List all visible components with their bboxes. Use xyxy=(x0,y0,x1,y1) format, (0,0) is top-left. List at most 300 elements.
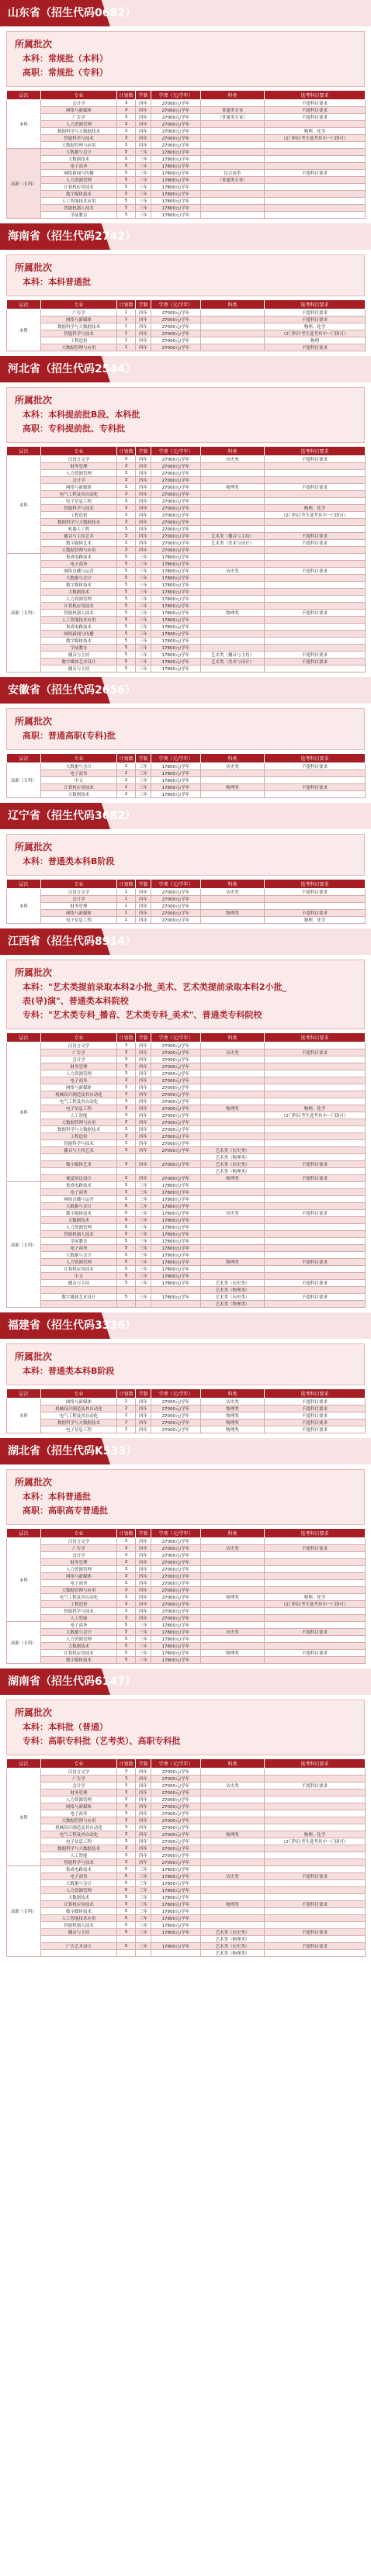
column-header: 科类 xyxy=(201,300,265,309)
table-cell: 5 xyxy=(117,638,136,645)
column-header: 层次 xyxy=(7,754,41,763)
table-cell: 5 xyxy=(117,1943,136,1950)
table-row xyxy=(7,1573,366,1580)
table-header-row xyxy=(7,1529,366,1538)
table-cell xyxy=(201,1915,265,1922)
table-cell: 四年 xyxy=(136,1119,151,1126)
table-row xyxy=(7,533,366,540)
table-cell: 不提科目要求 xyxy=(265,1412,366,1419)
table-cell xyxy=(201,1266,265,1273)
table-row xyxy=(7,1140,366,1147)
table-cell: 5 xyxy=(117,1273,136,1280)
table-cell: 四年 xyxy=(136,1810,151,1817)
table-cell: 四年 xyxy=(136,1573,151,1580)
column-header: 选考科目要求 xyxy=(265,447,366,456)
table-cell: 17800元/学年 xyxy=(151,1196,201,1203)
table-cell xyxy=(136,1936,151,1943)
table-cell: 三年 xyxy=(136,1245,151,1252)
table-cell: 2 xyxy=(117,777,136,784)
province-header xyxy=(0,223,371,250)
table-cell: 17800元/学年 xyxy=(151,770,201,777)
plan-table xyxy=(6,753,366,798)
table-cell xyxy=(201,1817,265,1824)
table-cell xyxy=(201,163,265,170)
table-cell: 不提科目要求 xyxy=(265,100,366,107)
table-cell: 27000元/学年 xyxy=(151,1810,201,1817)
table-cell xyxy=(201,142,265,149)
table-cell: 27000元/学年 xyxy=(151,1140,201,1147)
table-row xyxy=(7,1077,366,1084)
batch-info-box xyxy=(6,254,365,296)
table-row xyxy=(7,540,366,547)
table-cell: 5 xyxy=(117,1894,136,1901)
table-cell: 人力资源管理 xyxy=(41,1796,117,1803)
table-cell: 四年 xyxy=(136,337,151,344)
table-cell: 5 xyxy=(117,198,136,205)
table-row xyxy=(7,1650,366,1657)
table-cell: 3 xyxy=(117,1119,136,1126)
table-cell: 3 xyxy=(117,1810,136,1817)
table-cell xyxy=(265,156,366,163)
table-cell xyxy=(201,1887,265,1894)
table-cell: 不提科目要求 xyxy=(265,344,366,351)
table-cell xyxy=(201,1238,265,1245)
table-cell: 人力资源管理 xyxy=(41,1259,117,1266)
table-cell: 27000元/学年 xyxy=(151,512,201,519)
table-cell: 17800元/学年 xyxy=(151,1245,201,1252)
table-cell: 5 xyxy=(117,1873,136,1880)
table-row xyxy=(7,1615,366,1622)
table-cell: 3 xyxy=(117,1126,136,1133)
level-cell: 本科 xyxy=(7,309,41,351)
table-cell xyxy=(201,1776,265,1782)
table-cell: 四年 xyxy=(136,1776,151,1782)
table-cell: 27000元/学年 xyxy=(151,547,201,554)
table-cell: 物理、化学 xyxy=(265,1594,366,1601)
column-header: 科类 xyxy=(201,1033,265,1043)
table-cell: 27000元/学年 xyxy=(151,1559,201,1566)
table-cell: 27000元/学年 xyxy=(151,1796,201,1803)
table-cell: 5 xyxy=(117,1650,136,1657)
column-header: 学制 xyxy=(136,1759,151,1769)
batch-line: 本科：本科批（普通） xyxy=(23,1722,108,1732)
table-cell xyxy=(201,1803,265,1810)
table-row xyxy=(7,1859,366,1866)
table-cell: 四年 xyxy=(136,1559,151,1566)
table-cell: 物理类 xyxy=(201,484,265,491)
province-title: 海南省（招生代码2742） xyxy=(8,230,136,243)
table-cell: 四年 xyxy=(136,1412,151,1419)
table-cell xyxy=(265,149,366,156)
table-cell: 5 xyxy=(117,1294,136,1301)
table-cell: 不提科目要求 xyxy=(265,316,366,323)
table-cell xyxy=(265,1803,366,1810)
batch-heading: 所属批次 xyxy=(15,1477,53,1488)
table-cell: 5 xyxy=(117,1622,136,1629)
table-cell: 三年 xyxy=(136,1238,151,1245)
batch-info-box xyxy=(6,960,365,1029)
table-cell xyxy=(201,1189,265,1196)
table-row xyxy=(7,191,366,198)
table-cell xyxy=(201,575,265,582)
column-header: 科类 xyxy=(201,447,265,456)
table-cell: 27000元/学年 xyxy=(151,1091,201,1098)
table-cell: 5 xyxy=(117,1196,136,1203)
table-cell: 3 xyxy=(117,1615,136,1622)
table-cell: 四年 xyxy=(136,889,151,896)
table-cell xyxy=(201,1056,265,1063)
table-cell: 17800元/学年 xyxy=(151,1866,201,1873)
table-cell xyxy=(265,1140,366,1147)
table-cell: 17800元/学年 xyxy=(151,1203,201,1210)
table-cell xyxy=(41,1154,117,1161)
table-cell xyxy=(265,596,366,603)
table-cell: 27000元/学年 xyxy=(151,505,201,512)
table-cell: 物理类 xyxy=(201,610,265,617)
table-cell: 5 xyxy=(117,1643,136,1650)
table-cell xyxy=(201,205,265,212)
table-cell xyxy=(201,1217,265,1224)
table-cell xyxy=(265,142,366,149)
table-cell: 1 xyxy=(117,896,136,903)
table-cell: 物理类 xyxy=(201,1412,265,1419)
table-cell xyxy=(201,617,265,624)
table-cell: 3 xyxy=(117,1147,136,1154)
table-cell: 大数据管理与应用 xyxy=(41,1817,117,1824)
table-cell xyxy=(201,624,265,631)
table-row xyxy=(7,547,366,554)
table-cell: 播音与主持 xyxy=(41,652,117,659)
table-cell: 网络与新媒体 xyxy=(41,910,117,917)
table-cell: 17800元/学年 xyxy=(151,1643,201,1650)
table-cell: 3 xyxy=(117,1824,136,1831)
table-row xyxy=(7,309,366,316)
table-cell: 网络与新媒体 xyxy=(41,1084,117,1091)
table-cell: 四年 xyxy=(136,1601,151,1608)
table-cell: 数字媒体艺术 xyxy=(41,540,117,547)
plan-table xyxy=(6,1528,366,1664)
table-row xyxy=(7,1789,366,1796)
table-cell: 智能科学与技术 xyxy=(41,330,117,337)
table-cell: 17800元/学年 xyxy=(151,554,201,561)
table-cell: 5 xyxy=(117,596,136,603)
table-row xyxy=(7,1622,366,1629)
table-cell: 三年 xyxy=(136,163,151,170)
table-row xyxy=(7,652,366,659)
table-cell: 1 xyxy=(117,323,136,330)
table-cell xyxy=(201,128,265,135)
table-cell: 17800元/学年 xyxy=(151,1929,201,1936)
table-cell: 17800元/学年 xyxy=(151,1231,201,1238)
column-header: 选考科目要求 xyxy=(265,1759,366,1769)
plan-table xyxy=(6,1388,366,1433)
table-row xyxy=(7,498,366,505)
table-cell: 汉语言文学 xyxy=(41,1769,117,1776)
table-cell: 艺术类（历史类） xyxy=(201,1943,265,1950)
table-row xyxy=(7,1126,366,1133)
batch-line: 本科："艺术类提前录取本科2小批_美术、艺术类提前录取本科2小批_ xyxy=(23,982,287,992)
table-cell xyxy=(201,1273,265,1280)
column-header: 学制 xyxy=(136,1033,151,1043)
table-cell: 不提科目要求 xyxy=(265,1280,366,1287)
table-cell: 历史类 xyxy=(201,889,265,896)
table-cell: 艺术类（美术与设计） xyxy=(201,540,265,547)
column-header: 学费（元/学年） xyxy=(151,300,201,309)
table-cell: 电子商务 xyxy=(41,1189,117,1196)
table-row xyxy=(7,645,366,652)
table-cell: 17800元/学年 xyxy=(151,1657,201,1664)
table-cell: 电气工程及其自动化 xyxy=(41,1594,117,1601)
table-cell: 3 xyxy=(117,547,136,554)
table-cell xyxy=(201,1573,265,1580)
table-row xyxy=(7,1252,366,1259)
table-header-row xyxy=(7,1759,366,1769)
table-cell: 不提科目要求 xyxy=(265,1901,366,1908)
plan-table xyxy=(6,1032,366,1308)
table-cell: 学前教育 xyxy=(41,212,117,219)
batch-heading: 所属批次 xyxy=(15,716,53,727)
table-row xyxy=(7,1594,366,1601)
table-cell xyxy=(201,1866,265,1873)
table-row xyxy=(7,477,366,484)
table-row xyxy=(7,910,366,917)
table-cell: 27000元/学年 xyxy=(151,1845,201,1852)
table-cell: 27000元/学年 xyxy=(151,100,201,107)
table-cell: 物理类 xyxy=(201,1650,265,1657)
table-cell: 3 xyxy=(117,1594,136,1601)
table-cell: 历史类 xyxy=(201,1545,265,1552)
table-row xyxy=(7,1887,366,1894)
table-cell: 物理、化学 xyxy=(265,1105,366,1112)
table-cell: 汉语言文学 xyxy=(41,456,117,463)
table-cell: 5 xyxy=(117,1887,136,1894)
table-row xyxy=(7,1238,366,1245)
table-row xyxy=(7,1399,366,1406)
table-cell: 三年 xyxy=(136,170,151,177)
table-cell: 27000元/学年 xyxy=(151,1580,201,1587)
table-row xyxy=(7,1224,366,1231)
table-cell xyxy=(201,1845,265,1852)
table-cell: 物理类 xyxy=(201,1175,265,1182)
table-cell: 计算机应用技术 xyxy=(41,1266,117,1273)
table-cell xyxy=(265,1287,366,1294)
table-cell: 17800元/学年 xyxy=(151,659,201,666)
table-cell: 艺术类（物理类） xyxy=(201,1301,265,1308)
table-row xyxy=(7,114,366,121)
table-cell: 3 xyxy=(117,1782,136,1789)
table-cell: 27000元/学年 xyxy=(151,121,201,128)
table-cell: 三年 xyxy=(136,1189,151,1196)
table-cell xyxy=(151,1301,201,1308)
batch-line: 本科：常规批（本科） xyxy=(23,54,108,64)
table-row xyxy=(7,1294,366,1301)
table-row xyxy=(7,1266,366,1273)
column-header: 专业 xyxy=(41,300,117,309)
table-row xyxy=(7,1838,366,1845)
table-cell: 播音与主持 xyxy=(41,1929,117,1936)
table-cell: 大数据技术 xyxy=(41,589,117,596)
table-cell: 网络直播与运营 xyxy=(41,1196,117,1203)
table-row xyxy=(7,1922,366,1929)
table-cell: 三年 xyxy=(136,1622,151,1629)
table-row xyxy=(7,142,366,149)
table-cell: 3 xyxy=(117,1789,136,1796)
table-cell: 三年 xyxy=(136,638,151,645)
table-header-row xyxy=(7,447,366,456)
table-row xyxy=(7,561,366,568)
table-cell: 广告学 xyxy=(41,1776,117,1782)
table-row xyxy=(7,1566,366,1573)
table-row xyxy=(7,617,366,624)
level-cell: 本科 xyxy=(7,1538,41,1622)
table-cell xyxy=(201,184,265,191)
level-cell: 高职（专科） xyxy=(7,1182,41,1308)
table-row xyxy=(7,205,366,212)
table-cell xyxy=(265,1887,366,1894)
table-cell xyxy=(265,575,366,582)
table-cell xyxy=(117,1301,136,1308)
table-cell: 四年 xyxy=(136,1049,151,1056)
level-cell: 本科 xyxy=(7,1399,41,1433)
table-row xyxy=(7,1273,366,1280)
table-cell xyxy=(201,645,265,652)
column-header: 学制 xyxy=(136,300,151,309)
table-cell: 物理、化学 xyxy=(265,1831,366,1838)
level-cell: 本科 xyxy=(7,1769,41,1866)
table-cell xyxy=(265,1084,366,1091)
batch-line: 高职：普通高职(专科)批 xyxy=(23,731,116,741)
table-cell: 数字媒体技术 xyxy=(41,191,117,198)
table-cell: 三年 xyxy=(136,1210,151,1217)
table-cell: 集成电路技术 xyxy=(41,554,117,561)
table-cell: 四年 xyxy=(136,1845,151,1852)
table-cell: 人力资源管理 xyxy=(41,1566,117,1573)
column-header: 专业 xyxy=(41,1033,117,1043)
table-cell: 艺术类（物理类） xyxy=(201,1287,265,1294)
table-cell: 网络与新媒体 xyxy=(41,1803,117,1810)
table-cell: 三年 xyxy=(136,1650,151,1657)
table-cell xyxy=(265,666,366,673)
table-cell: 3 xyxy=(117,1091,136,1098)
column-header: 层次 xyxy=(7,1529,41,1538)
column-header: 计划数 xyxy=(117,880,136,889)
batch-heading: 所属批次 xyxy=(15,262,53,273)
table-cell: 3 xyxy=(117,491,136,498)
table-cell: 5 xyxy=(117,645,136,652)
table-cell xyxy=(265,121,366,128)
table-cell xyxy=(201,1245,265,1252)
table-cell: 物理、化学 xyxy=(265,505,366,512)
table-cell: （2门科目考生选考其中一门即可） xyxy=(265,1838,366,1845)
table-cell: 3 xyxy=(117,107,136,114)
table-row xyxy=(7,1119,366,1126)
table-cell: 数据科学与大数据技术 xyxy=(41,1419,117,1426)
table-cell: 数据科学与大数据技术 xyxy=(41,128,117,135)
batch-line: 本科：本科普通批 xyxy=(23,277,91,287)
table-row xyxy=(7,163,366,170)
table-cell xyxy=(265,1859,366,1866)
table-cell: 四年 xyxy=(136,1838,151,1845)
table-cell: 27000元/学年 xyxy=(151,1105,201,1112)
table-cell xyxy=(201,1133,265,1140)
table-cell: 四年 xyxy=(136,1538,151,1545)
column-header: 层次 xyxy=(7,1389,41,1399)
column-header: 计划数 xyxy=(117,447,136,456)
batch-line: 专科："艺术类专科_播音、艺术类专科_美术"、普通类专科院校 xyxy=(23,1010,262,1020)
table-cell: 5 xyxy=(117,1266,136,1273)
table-cell: 27000元/学年 xyxy=(151,114,201,121)
table-cell xyxy=(265,1817,366,1824)
table-cell: 不提科目要求 xyxy=(265,1782,366,1789)
table-row xyxy=(7,1105,366,1112)
table-row xyxy=(7,330,366,337)
table-row xyxy=(7,1175,366,1182)
table-cell: 机械设计制造及其自动化 xyxy=(41,1406,117,1412)
table-cell xyxy=(201,1838,265,1845)
table-cell: 三年 xyxy=(136,1273,151,1280)
table-cell: 17800元/学年 xyxy=(151,184,201,191)
table-cell: 17800元/学年 xyxy=(151,1280,201,1287)
table-cell: 5 xyxy=(117,170,136,177)
table-cell: 3 xyxy=(117,519,136,526)
table-cell: 3 xyxy=(117,1566,136,1573)
table-cell: 四年 xyxy=(136,1043,151,1049)
table-row xyxy=(7,1133,366,1140)
table-cell xyxy=(265,1566,366,1573)
table-cell: 3 xyxy=(117,1608,136,1615)
table-row xyxy=(7,1210,366,1217)
table-row xyxy=(7,1245,366,1252)
table-cell: 物理类 xyxy=(201,1831,265,1838)
table-row xyxy=(7,198,366,205)
table-cell: 不提科目要求 xyxy=(265,763,366,770)
table-cell: 四年 xyxy=(136,1852,151,1859)
table-cell xyxy=(265,1559,366,1566)
table-cell xyxy=(265,582,366,589)
table-row xyxy=(7,1873,366,1880)
table-cell xyxy=(265,470,366,477)
level-cell: 本科 xyxy=(7,100,41,149)
table-cell: 四年 xyxy=(136,903,151,910)
table-cell: 人工智能技术应用 xyxy=(41,1915,117,1922)
table-cell xyxy=(265,1866,366,1873)
table-cell: 四年 xyxy=(136,505,151,512)
table-cell: 1 xyxy=(117,330,136,337)
table-cell: 不提科目要求 xyxy=(265,659,366,666)
batch-info-box xyxy=(6,387,365,443)
table-cell xyxy=(201,547,265,554)
table-cell: 17800元/学年 xyxy=(151,191,201,198)
table-cell xyxy=(201,1182,265,1189)
table-cell: 历史类 xyxy=(201,456,265,463)
table-cell: 27000元/学年 xyxy=(151,1412,201,1419)
table-cell: 27000元/学年 xyxy=(151,1608,201,1615)
table-cell xyxy=(265,163,366,170)
table-cell: 17800元/学年 xyxy=(151,1182,201,1189)
table-cell: 四年 xyxy=(136,1098,151,1105)
table-cell: 三年 xyxy=(136,1943,151,1950)
province-header xyxy=(0,1312,371,1339)
table-row xyxy=(7,344,366,351)
table-cell: 17800元/学年 xyxy=(151,156,201,163)
table-cell: 不提科目要求 xyxy=(265,1650,366,1657)
table-cell: 历史类 xyxy=(201,1399,265,1406)
table-cell: 3 xyxy=(117,1077,136,1084)
table-cell: 大数据管理与应用 xyxy=(41,344,117,351)
table-cell: 1 xyxy=(117,344,136,351)
table-cell: 智能机器人技术 xyxy=(41,1922,117,1929)
table-cell: 学前教育 xyxy=(41,1238,117,1245)
